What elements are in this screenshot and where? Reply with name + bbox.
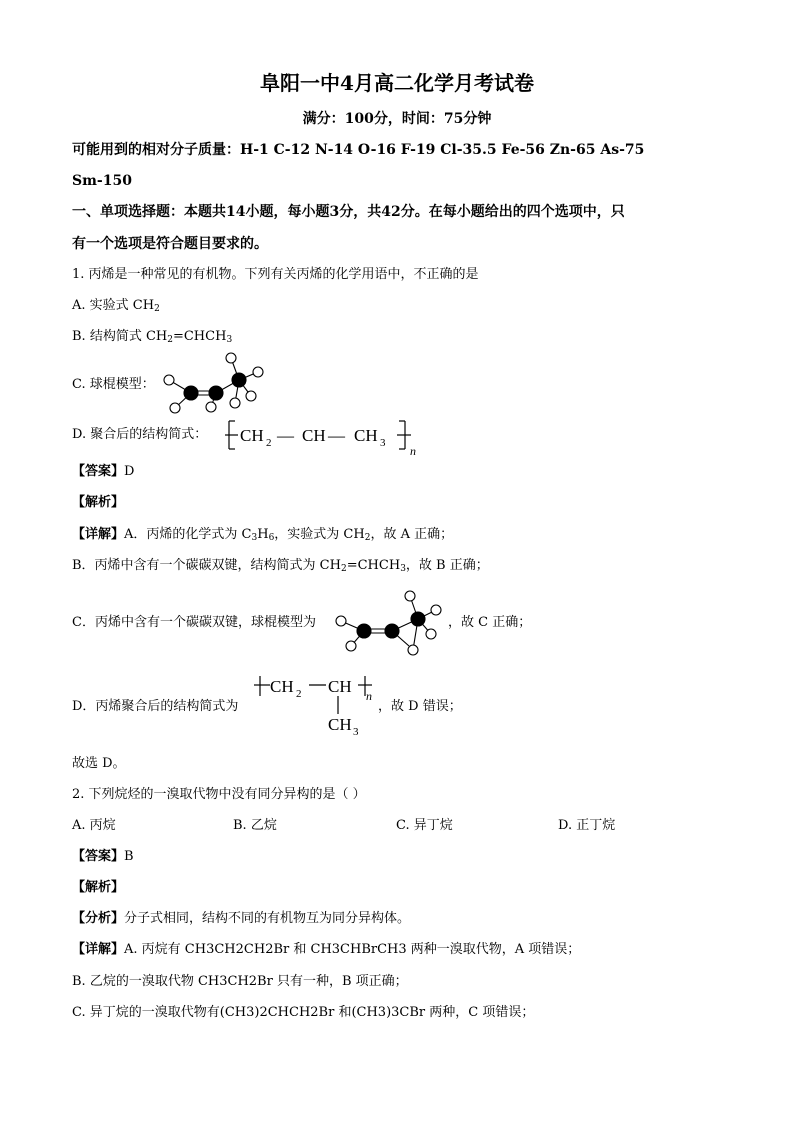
poly-sub-3: 3 bbox=[353, 726, 359, 738]
detail-text: ，实验式为 CH bbox=[274, 527, 365, 542]
q2-detail-c: C. 异丁烷的一溴取代物有(CH3)2CHCH2Br 和(CH3)3CBr 两种，C 项错误； bbox=[72, 1005, 535, 1020]
q1-option-a bbox=[72, 297, 160, 315]
detail-text: H bbox=[257, 527, 269, 542]
subscript: 3 bbox=[226, 335, 233, 345]
subscript: 3 bbox=[251, 533, 258, 543]
q2-detail-b: B. 乙烷的一溴取代物 CH3CH2Br 只有一种，B 项正确； bbox=[72, 974, 408, 989]
polymer-formula-detail bbox=[252, 672, 392, 738]
q2-answer bbox=[72, 848, 134, 866]
detail-tag: 【详解】 bbox=[72, 527, 125, 542]
formula-ch: CH bbox=[302, 426, 326, 445]
q2-stem: 2. 下列烷烃的一溴取代物中没有同分异构的是（ ） bbox=[72, 787, 366, 802]
poly-sub: 2 bbox=[296, 688, 302, 700]
q1-detail-a bbox=[72, 526, 453, 544]
section-heading-2: 有一个选项是符合题目要求的。 bbox=[72, 236, 268, 252]
poly-ch: CH bbox=[328, 677, 352, 696]
poly-n: n bbox=[366, 689, 372, 703]
q2-option-a: A. 丙烷 bbox=[72, 818, 116, 833]
masses-line-2: Sm-150 bbox=[72, 173, 132, 189]
answer-value: D bbox=[124, 464, 135, 479]
q1-detail-d-tail: ，故 D 错误； bbox=[378, 699, 462, 714]
subscript: 2 bbox=[167, 335, 173, 345]
formula-dash: — bbox=[277, 426, 294, 445]
formula-sub: 2 bbox=[266, 437, 272, 449]
polymer-formula-d bbox=[225, 415, 425, 457]
detail-text: ，故 A 正确； bbox=[370, 527, 454, 542]
q1-detail-c-label: C．丙烯中含有一个碳碳双键，球棍模型为 bbox=[72, 615, 316, 630]
fenxi-tag: 【分析】 bbox=[72, 911, 125, 926]
answer-tag: 【答案】 bbox=[72, 849, 125, 864]
subscript: 2 bbox=[340, 564, 347, 574]
q1-option-b-text-2: =CHCH bbox=[172, 329, 227, 344]
q2-fenxi bbox=[72, 910, 410, 928]
q1-option-b bbox=[72, 328, 232, 346]
answer-tag: 【答案】 bbox=[72, 464, 125, 479]
q1-analysis-tag: 【解析】 bbox=[72, 495, 125, 510]
detail-text: B．丙烯中含有一个碳碳双键，结构简式为 CH bbox=[72, 558, 341, 573]
answer-value: B bbox=[124, 849, 134, 864]
q1-stem: 1. 丙烯是一种常见的有机物。下列有关丙烯的化学用语中，不正确的是 bbox=[72, 267, 479, 282]
q1-detail-b bbox=[72, 557, 489, 575]
q1-answer bbox=[72, 463, 134, 481]
q2-option-d: D. 正丁烷 bbox=[558, 818, 616, 833]
section-heading-1: 一、单项选择题：本题共14小题，每小题3分，共42分。在每小题给出的四个选项中，只 bbox=[72, 204, 625, 220]
poly-ch3: CH bbox=[328, 715, 352, 734]
formula-sub-3: 3 bbox=[380, 437, 386, 449]
q1-option-d: D. 聚合后的结构简式： bbox=[72, 427, 208, 442]
formula-ch3: CH bbox=[354, 426, 378, 445]
q1-option-b-text: B. 结构简式 CH bbox=[72, 329, 168, 344]
q1-option-c: C. 球棍模型： bbox=[72, 377, 155, 392]
formula-ch2: CH bbox=[240, 426, 264, 445]
poly-ch2: CH bbox=[270, 677, 294, 696]
ball-stick-model-icon bbox=[333, 588, 448, 658]
q2-analysis-tag: 【解析】 bbox=[72, 880, 125, 895]
detail-text: ，故 B 正确； bbox=[405, 558, 489, 573]
score-time: 满分：100分，时间：75分钟 bbox=[302, 111, 492, 127]
q2-detail-a bbox=[72, 941, 580, 959]
subscript: 2 bbox=[364, 533, 371, 543]
formula-dash-2: — bbox=[328, 426, 345, 445]
detail-text: A. 丙烷有 CH3CH2CH2Br 和 CH3CHBrCH3 两种一溴取代物，A 项错误； bbox=[124, 942, 581, 957]
q1-choose: 故选 D。 bbox=[72, 756, 126, 771]
page-title: 阜阳一中4月高二化学月考试卷 bbox=[260, 71, 534, 95]
q2-option-c: C. 异丁烷 bbox=[396, 818, 453, 833]
formula-n: n bbox=[410, 444, 416, 458]
ball-stick-model-icon bbox=[155, 350, 270, 412]
detail-tag: 【详解】 bbox=[72, 942, 125, 957]
q1-detail-c-tail: ，故 C 正确； bbox=[448, 615, 532, 630]
detail-text: A．丙烯的化学式为 C bbox=[124, 527, 252, 542]
fenxi-text: 分子式相同，结构不同的有机物互为同分异构体。 bbox=[124, 911, 411, 926]
subscript: 3 bbox=[400, 564, 406, 574]
masses-line-1: 可能用到的相对分子质量：H-1 C-12 N-14 O-16 F-19 Cl-35.5 Fe-56 Zn-65 As-75 bbox=[72, 142, 645, 158]
subscript: 6 bbox=[268, 533, 275, 543]
q2-option-b: B. 乙烷 bbox=[233, 818, 277, 833]
q1-option-a-text: A. 实验式 CH bbox=[72, 298, 155, 313]
subscript: 2 bbox=[154, 304, 160, 314]
detail-text: =CHCH bbox=[346, 558, 401, 573]
q1-detail-d-label: D．丙烯聚合后的结构简式为 bbox=[72, 699, 239, 714]
